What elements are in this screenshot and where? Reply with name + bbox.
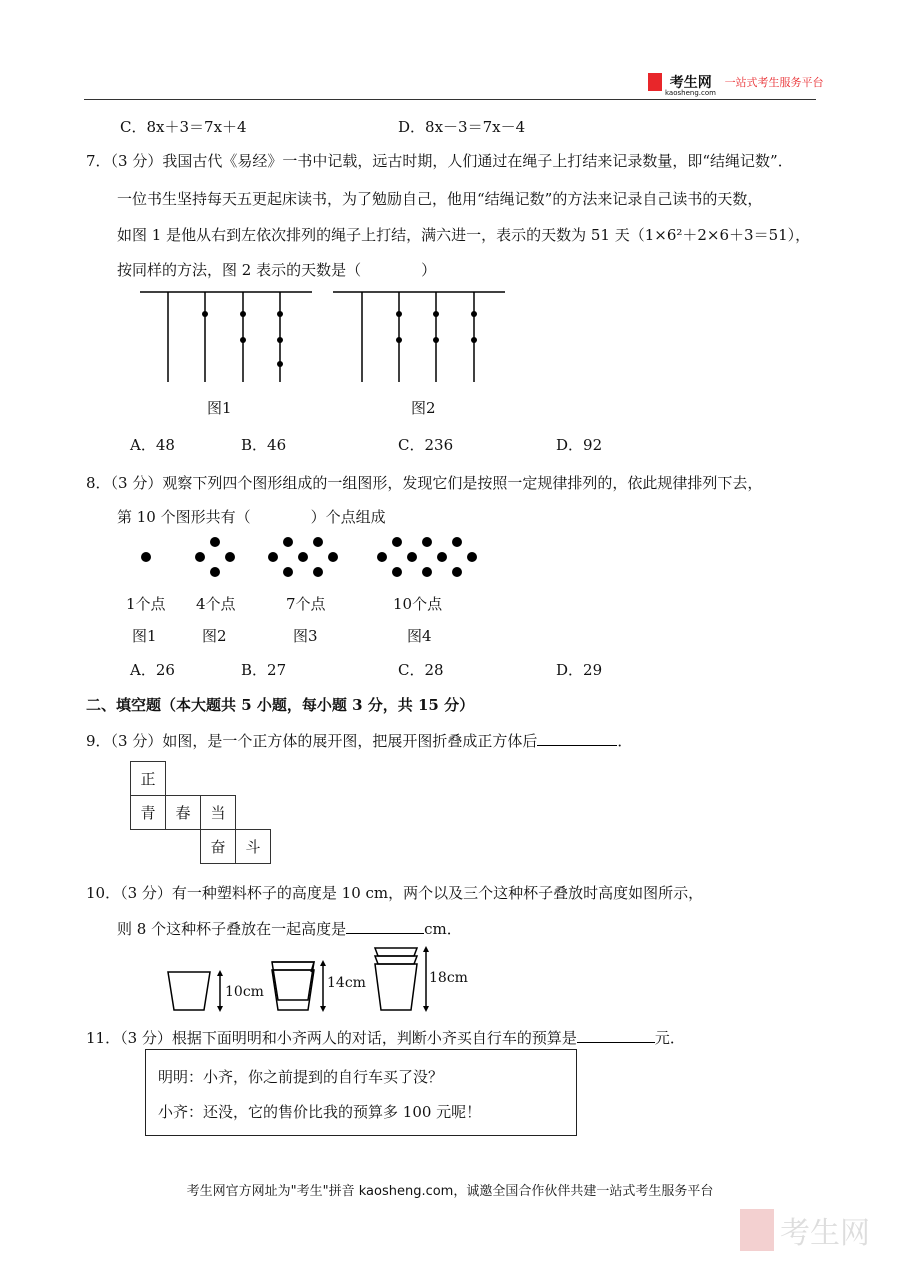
q8-option-d: D．29 xyxy=(556,661,603,679)
q7-line4: 按同样的方法，图 2 表示的天数是（ ） xyxy=(117,261,437,279)
q7-option-d: D．92 xyxy=(556,436,603,454)
q8-option-c: C．28 xyxy=(398,661,444,679)
cup-height-1: 10cm xyxy=(225,984,264,1000)
q9-end: ． xyxy=(617,732,633,750)
q11-question: 11．（3 分）根据下面明明和小齐两人的对话，判断小齐买自行车的预算是 xyxy=(86,1029,577,1047)
cup-height-2: 14cm xyxy=(327,975,366,991)
q11-unit: 元． xyxy=(654,1029,685,1047)
cup-figures xyxy=(160,942,470,1020)
q7-line3: 如图 1 是他从右到左依次排列的绳子上打结，满六进一，表示的天数为 51 天（1×6²＋2×6＋3＝51）， xyxy=(117,226,811,244)
section-2-heading: 二、填空题（本大题共 5 小题，每小题 3 分，共 15 分） xyxy=(86,696,475,714)
q7-line1: 7．（3 分）我国古代《易经》一书中记载，远古时期，人们通过在绳子上打结来记录数量，即“结绳记数”． xyxy=(86,152,793,170)
cube-face: 当 xyxy=(201,796,236,830)
q10-line1: 10．（3 分）有一种塑料杯子的高度是 10 cm，两个以及三个这种杯子叠放时高度如图所示， xyxy=(86,884,704,902)
brand-icon xyxy=(648,73,662,91)
brand-slogan: 一站式考生服务平台 xyxy=(724,76,824,89)
cube-face: 斗 xyxy=(236,830,271,864)
q10-answer-blank[interactable] xyxy=(346,917,424,934)
cube-face: 正 xyxy=(131,762,166,796)
q8-line1: 8．（3 分）观察下列四个图形组成的一组图形，发现它们是按照一定规律排列的，依此规律排列下去， xyxy=(86,474,763,492)
q7-fig2-label: 图2 xyxy=(411,399,436,417)
q11-text xyxy=(86,1026,685,1048)
dialogue-box xyxy=(145,1049,577,1136)
q8-count-3: 7个点 xyxy=(286,595,326,613)
q8-fig2: 图2 xyxy=(202,627,227,645)
q8-fig4: 图4 xyxy=(407,627,432,645)
q9-answer-blank[interactable] xyxy=(537,729,617,746)
q7-line2: 一位书生坚持每天五更起床读书，为了勉励自己，他用“结绳记数”的方法来记录自己读书的天数， xyxy=(117,190,763,208)
q8-fig3: 图3 xyxy=(293,627,318,645)
cube-face: 奋 xyxy=(201,830,236,864)
q7-fig1-label: 图1 xyxy=(207,399,232,417)
q8-count-4: 10个点 xyxy=(393,595,443,613)
watermark-text: 考生网 xyxy=(780,1216,870,1251)
q9-text xyxy=(86,729,632,751)
q10-unit: cm． xyxy=(424,920,462,938)
q8-line2: 第 10 个图形共有（ ）个点组成 xyxy=(117,508,386,526)
q6-option-c: C．8x＋3＝7x＋4 xyxy=(120,118,247,136)
q8-count-1: 1个点 xyxy=(126,595,166,613)
q11-answer-blank[interactable] xyxy=(577,1026,655,1043)
page-footer: 考生网官方网址为"考生"拼音 kaosheng.com，诚邀全国合作伙伴共建一站式考生服务平台 xyxy=(186,1184,714,1199)
q8-option-a: A．26 xyxy=(130,661,175,679)
q7-option-c: C．236 xyxy=(398,436,454,454)
brand-sub: kaosheng.com xyxy=(665,89,716,97)
q8-option-b: B．27 xyxy=(241,661,287,679)
dot-figures xyxy=(130,530,480,585)
dialogue-line-1: 明明：小齐，你之前提到的自行车买了没？ xyxy=(158,1068,444,1086)
q7-option-b: B．46 xyxy=(241,436,287,454)
brand-name: 考生网 xyxy=(669,75,712,91)
knot-figures xyxy=(130,284,520,394)
cube-face: 春 xyxy=(166,796,201,830)
cube-face: 青 xyxy=(131,796,166,830)
q10-question: 则 8 个这种杯子叠放在一起高度是 xyxy=(117,920,347,938)
q9-question: 9．（3 分）如图，是一个正方体的展开图，把展开图折叠成正方体后 xyxy=(86,732,538,750)
q7-option-a: A．48 xyxy=(130,436,175,454)
cube-net xyxy=(130,761,271,864)
watermark xyxy=(740,1208,870,1252)
dialogue-line-2: 小齐：还没，它的售价比我的预算多 100 元呢！ xyxy=(158,1103,482,1121)
watermark-icon xyxy=(740,1209,774,1251)
q6-option-d: D．8x－3＝7x－4 xyxy=(398,118,526,136)
q10-line2 xyxy=(117,917,462,939)
q8-fig1: 图1 xyxy=(132,627,157,645)
cup-height-3: 18cm xyxy=(429,970,468,986)
q8-count-2: 4个点 xyxy=(196,595,236,613)
header-rule xyxy=(84,99,816,100)
header-logo xyxy=(648,72,824,97)
